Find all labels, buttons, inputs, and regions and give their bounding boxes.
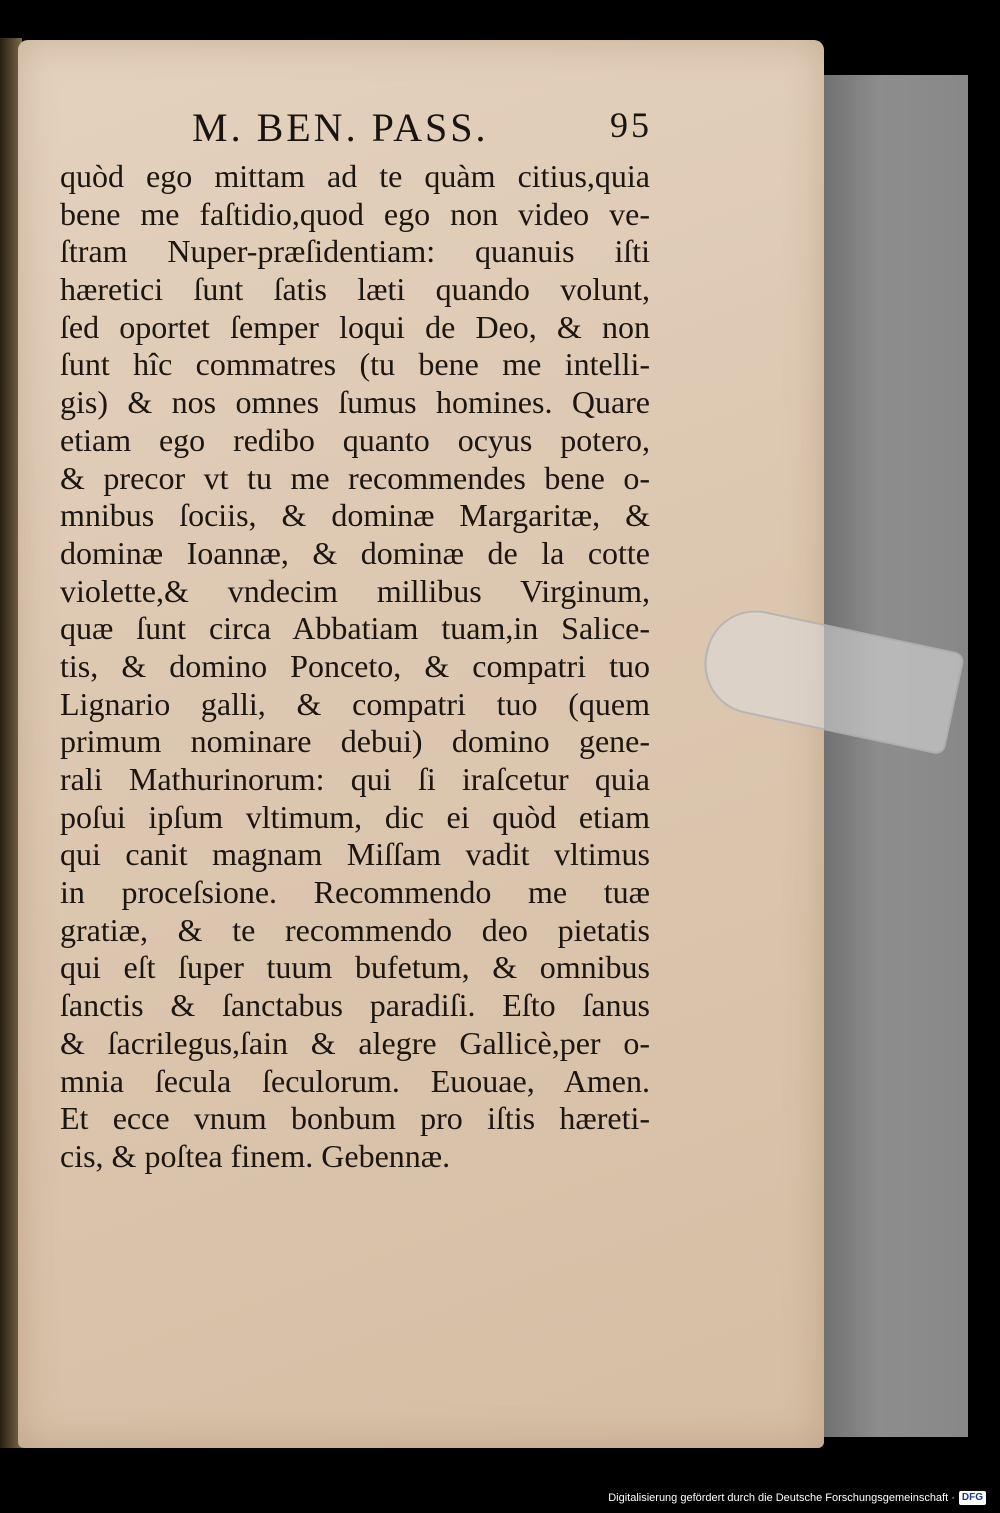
page-number: 95 [610, 105, 652, 145]
text-line: rali Mathurinorum: qui ſi iraſcetur quia [60, 761, 650, 797]
text-line: bene me faſtidio,quod ego non video ve- [60, 195, 650, 232]
text-line: ſed oportet ſemper loqui de Deo, & non [60, 308, 650, 345]
text-line: cis, & poſtea finem. Gebennæ. [60, 1137, 451, 1174]
page-header [192, 104, 652, 154]
credit-text: Digitalisierung gefördert durch die Deutsche Forschungsgemeinschaft · [608, 1492, 955, 1504]
text-line: quæ ſunt circa Abbatiam tuam,in Salice- [60, 610, 650, 647]
text-line: Et ecce vnum bonbum pro iſtis hæreti- [60, 1100, 650, 1137]
text-line: etiam ego redibo quanto ocyus potero, [60, 421, 650, 458]
text-line: qui canit magnam Miſſam vadit vltimus [60, 836, 650, 873]
text-line: mnia ſecula ſeculorum. Euouae, Amen. [60, 1062, 650, 1099]
text-line: dominæ Ioannæ, & dominæ de la cotte [60, 534, 650, 571]
text-line: quòd ego mittam ad te quàm citius,quia [60, 158, 650, 194]
text-line: violette,& vndecim millibus Virginum, [60, 572, 650, 609]
text-line: ſanctis & ſanctabus paradiſi. Eſto ſanus [60, 987, 650, 1024]
text-line: qui eſt ſuper tuum bufetum, & omnibus [60, 949, 650, 986]
text-line: & precor vt tu me recommendes bene o- [60, 459, 650, 496]
text-line: hæretici ſunt ſatis læti quando volunt, [60, 271, 650, 308]
text-line: tis, & domino Ponceto, & compatri tuo [60, 647, 650, 684]
text-line: primum nominare debui) domino gene- [60, 723, 650, 760]
text-line: gis) & nos omnes ſumus homines. Quare [60, 384, 650, 421]
text-line: ſunt hîc commatres (tu bene me intelli- [60, 346, 650, 383]
text-line: Lignario galli, & compatri tuo (quem [60, 685, 650, 722]
dfg-logo: DFG [959, 1491, 986, 1505]
text-line: in proceſsione. Recommendo me tuæ [60, 874, 650, 911]
text-line: & ſacrilegus,ſain & alegre Gallicè,per o- [60, 1024, 650, 1061]
text-line: gratiæ, & te recommendo deo pietatis [60, 911, 650, 948]
scan-background-strip [820, 75, 968, 1437]
digitization-credit [608, 1489, 986, 1507]
text-line: mnibus ſociis, & dominæ Margaritæ, & [60, 497, 650, 534]
text-line: poſui ipſum vltimum, dic ei quòd etiam [60, 798, 650, 835]
text-line: ſtram Nuper-præſidentiam: quanuis iſti [60, 233, 650, 270]
body-text [60, 158, 650, 1176]
running-head: M. BEN. PASS. [192, 105, 489, 150]
